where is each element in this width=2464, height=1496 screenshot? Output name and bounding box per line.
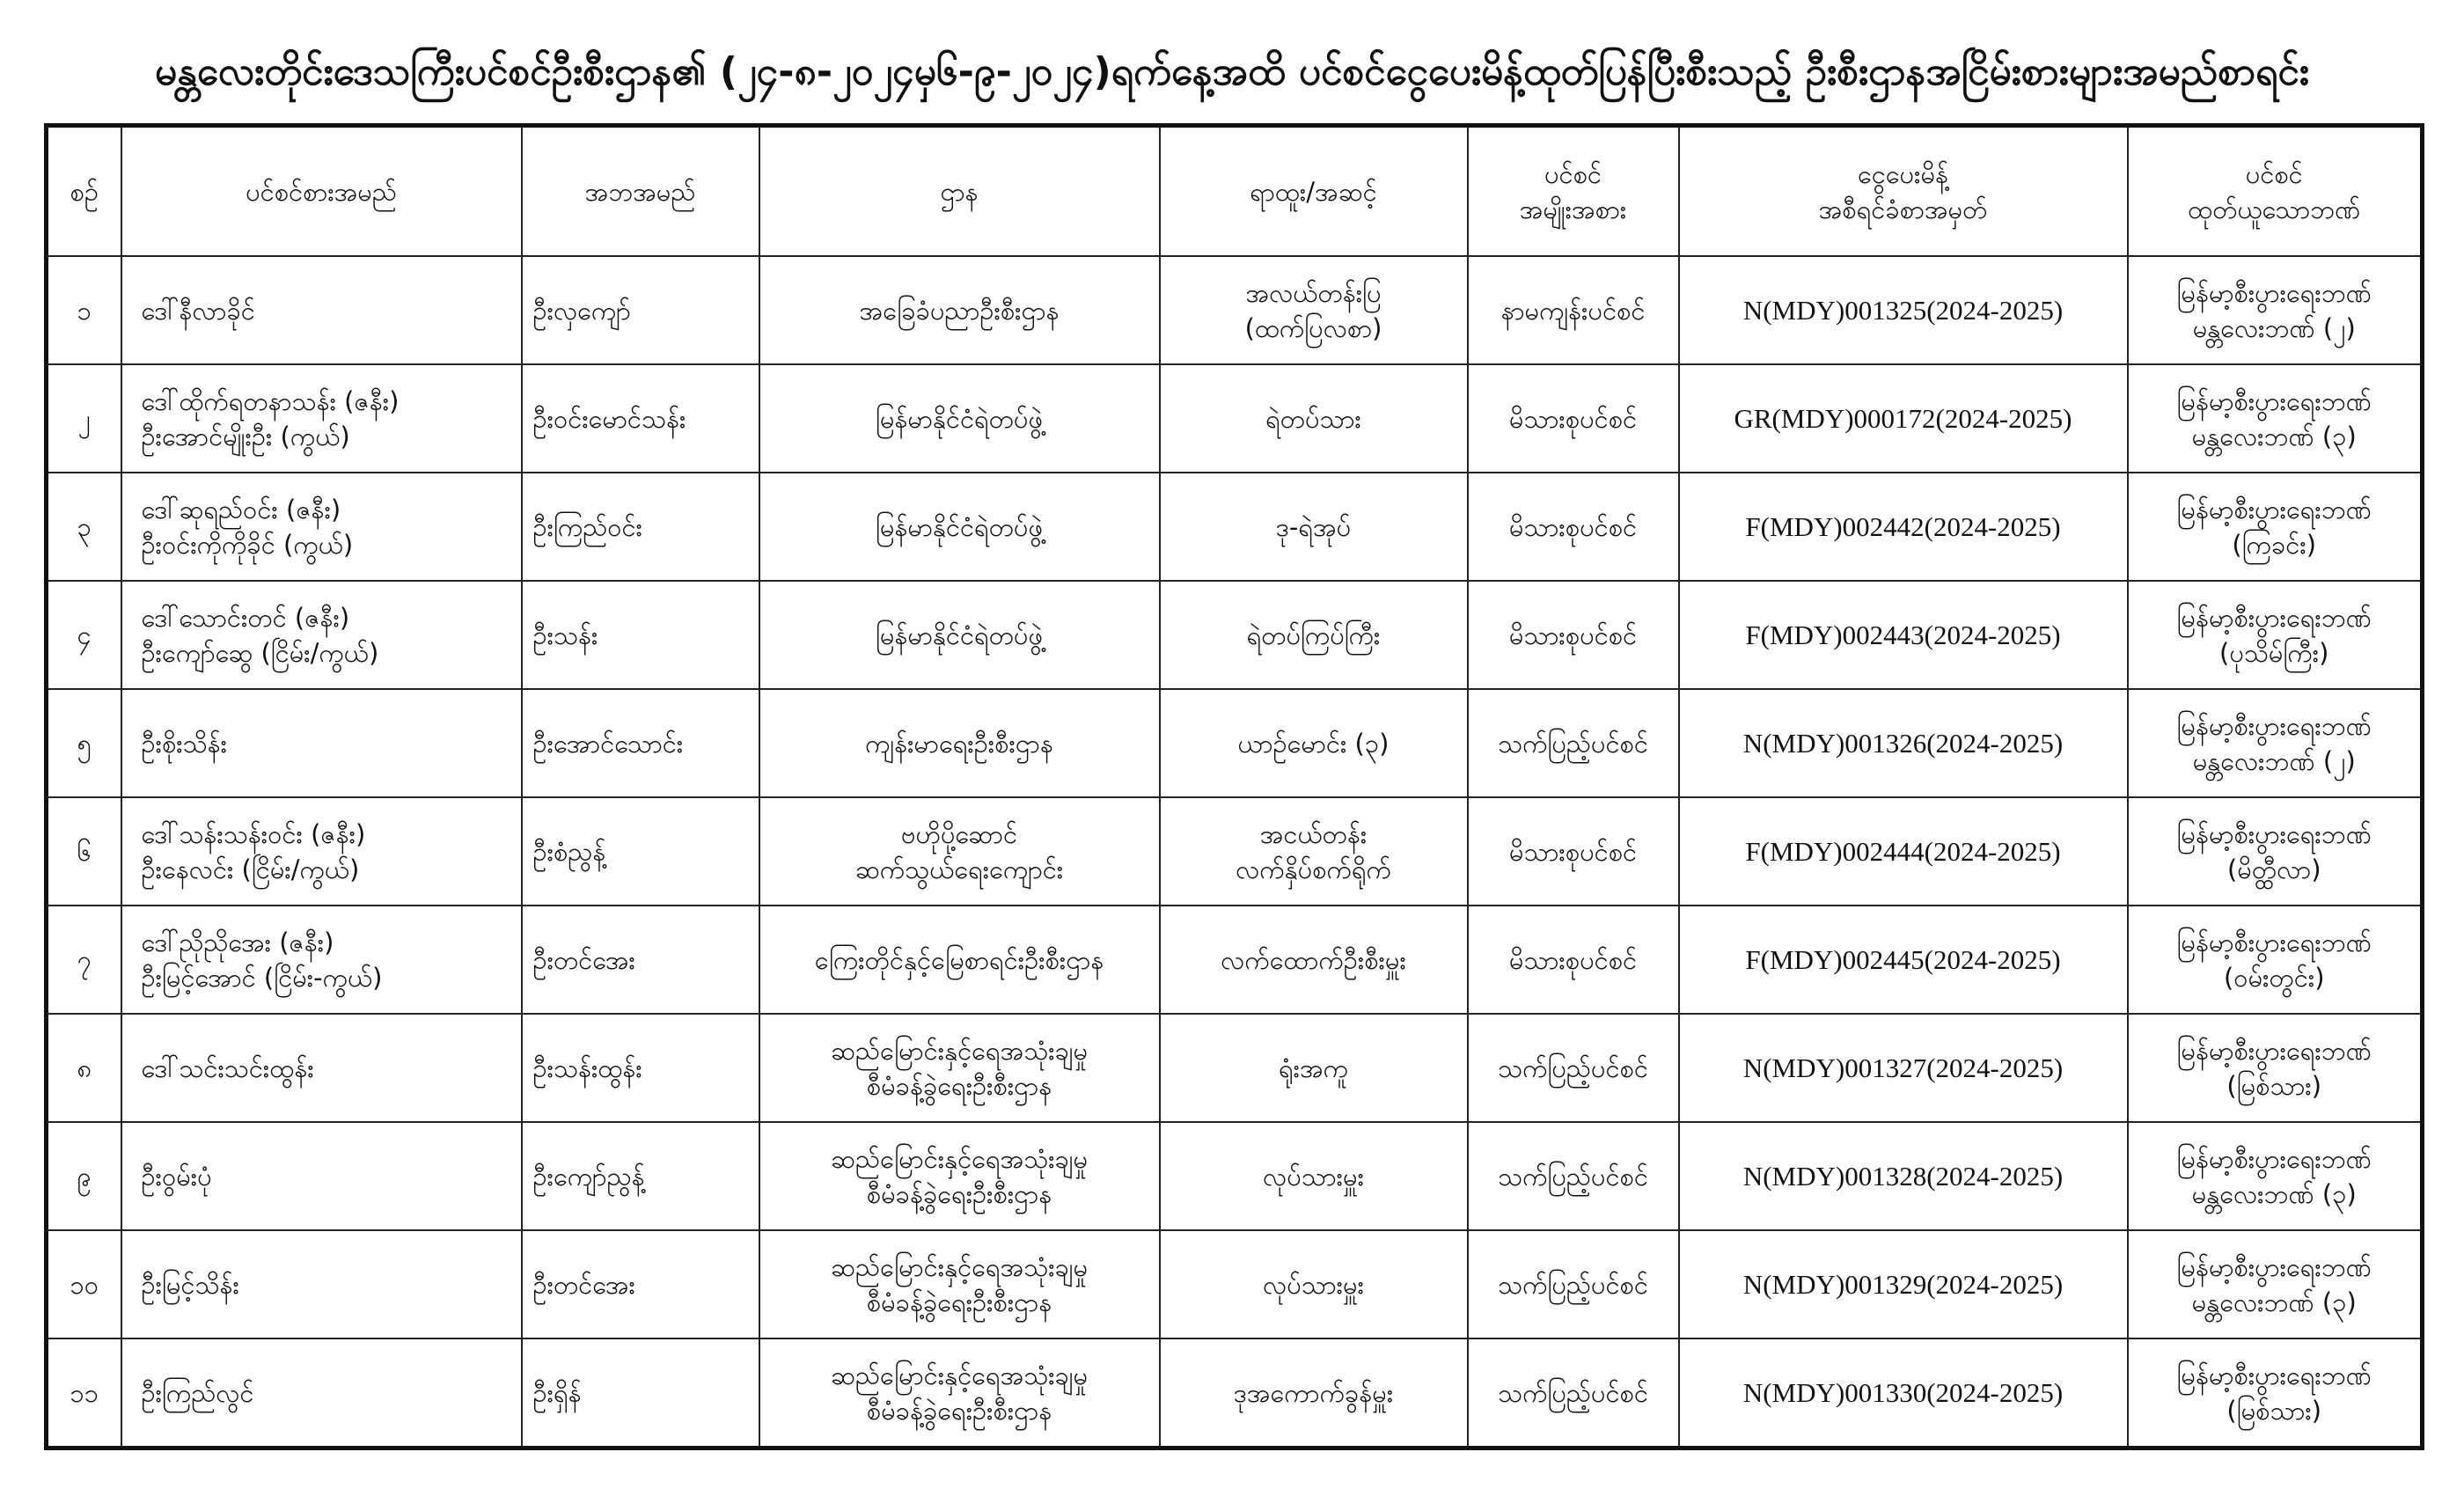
cell-paying-bank xyxy=(2128,581,2423,689)
table-row xyxy=(47,1122,2423,1230)
cell-line: မြန်မာ့စီးပွားရေးဘဏ် xyxy=(2176,1251,2372,1282)
cell-line: လက်ထောက်ဦးစီးမှူး xyxy=(1221,944,1406,975)
cell-pensioner-name xyxy=(121,256,522,364)
cell-serial-no: ၉ xyxy=(47,1122,121,1230)
cell-line: (မိတ္ထီလာ) xyxy=(2226,854,2321,884)
cell-line: မြန်မာ့စီးပွားရေးဘဏ် xyxy=(2176,494,2372,524)
cell-paying-bank xyxy=(2128,1338,2423,1448)
cell-line: ဆည်မြောင်းနှင့်ရေအသုံးချမှု xyxy=(830,1360,1089,1390)
cell-line: မန္တလေးဘဏ် (၃) xyxy=(2191,1287,2357,1317)
cell-line: မြန်မာ့စီးပွားရေးဘဏ် xyxy=(2176,385,2372,416)
cell-line: မြန်မာ့စီးပွားရေးဘဏ် xyxy=(2176,818,2372,849)
cell-line: ဒေါ်သန်းသန်းဝင်း (ဇနီး) xyxy=(141,818,366,849)
cell-line: (ဝမ်းတွင်း) xyxy=(2223,962,2325,993)
cell-serial-no: ၅ xyxy=(47,689,121,797)
cell-pension-type: သက်ပြည့်ပင်စင် xyxy=(1468,1230,1679,1338)
table-row xyxy=(47,689,2423,797)
cell-line: မန္တလေးဘဏ် (၃) xyxy=(2191,1178,2357,1209)
table-row xyxy=(47,1338,2423,1448)
cell-payment-order-no: N(MDY)001328(2024-2025) xyxy=(1679,1122,2128,1230)
cell-paying-bank xyxy=(2128,364,2423,473)
cell-line: မြန်မာနိုင်ငံရဲတပ်ဖွဲ့ xyxy=(875,620,1044,650)
cell-line: ဦးဝွမ်းပုံ xyxy=(141,1161,212,1192)
cell-pensioner-name xyxy=(121,581,522,689)
cell-pensioner-name xyxy=(121,364,522,473)
header-department: ဌာန xyxy=(759,126,1160,257)
cell-payment-order-no: GR(MDY)000172(2024-2025) xyxy=(1679,364,2128,473)
cell-department xyxy=(759,473,1160,581)
cell-serial-no: ၁ xyxy=(47,256,121,364)
cell-rank xyxy=(1160,689,1468,797)
cell-department xyxy=(759,1014,1160,1122)
cell-paying-bank xyxy=(2128,797,2423,906)
cell-father-name: ဦးအောင်သောင်း xyxy=(522,689,759,797)
cell-line: ရုံးအကူ xyxy=(1278,1052,1348,1083)
cell-line: (မြစ်သား) xyxy=(2226,1070,2322,1101)
cell-line: ကြေးတိုင်နှင့်မြေစာရင်းဦးစီးဌာန xyxy=(814,944,1104,975)
cell-payment-order-no: N(MDY)001325(2024-2025) xyxy=(1679,256,2128,364)
cell-payment-order-no: N(MDY)001327(2024-2025) xyxy=(1679,1014,2128,1122)
cell-line: မြန်မာ့စီးပွားရေးဘဏ် xyxy=(2176,1143,2372,1174)
cell-line: ဦးကျော်ဆွေ (ငြိမ်း/ကွယ်) xyxy=(141,637,379,668)
cell-paying-bank xyxy=(2128,906,2423,1014)
cell-line: ဦးနေလင်း (ငြိမ်း/ကွယ်) xyxy=(141,854,360,884)
cell-line: စီမံခန့်ခွဲရေးဦးစီးဌာန xyxy=(866,1395,1052,1426)
cell-line: ကျန်းမာရေးဦးစီးဌာန xyxy=(865,728,1053,759)
cell-line: ဦးအောင်မျိုးဦး (ကွယ်) xyxy=(141,421,350,451)
header-pension-type: ပင်စင် အမျိုးအစား xyxy=(1468,126,1679,257)
cell-paying-bank xyxy=(2128,1014,2423,1122)
cell-pension-type: မိသားစုပင်စင် xyxy=(1468,581,1679,689)
cell-line: လုပ်သားမှူး xyxy=(1263,1269,1364,1300)
cell-line: ယာဉ်မောင်း (၃) xyxy=(1237,728,1390,759)
cell-line: (ထက်ပြလစာ) xyxy=(1244,312,1382,343)
cell-pension-type: မိသားစုပင်စင် xyxy=(1468,797,1679,906)
header-serial-no: စဉ် xyxy=(47,126,121,257)
cell-payment-order-no: N(MDY)001330(2024-2025) xyxy=(1679,1338,2128,1448)
cell-rank xyxy=(1160,581,1468,689)
cell-father-name: ဦးကြည်ဝင်း xyxy=(522,473,759,581)
table-header-row xyxy=(47,126,2423,257)
cell-pension-type: သက်ပြည့်ပင်စင် xyxy=(1468,1014,1679,1122)
cell-line: ဒေါ်ဆုရည်ဝင်း (ဇနီး) xyxy=(141,494,341,524)
cell-line: ဗဟိုပို့ဆောင် xyxy=(900,818,1018,849)
cell-department xyxy=(759,906,1160,1014)
cell-pension-type: နာမကျန်းပင်စင် xyxy=(1468,256,1679,364)
cell-line: အခြေခံပညာဦးစီးဌာန xyxy=(859,295,1060,326)
cell-rank xyxy=(1160,1230,1468,1338)
cell-paying-bank xyxy=(2128,1230,2423,1338)
page-title: မန္တလေးတိုင်းဒေသကြီးပင်စင်ဦးစီးဌာန၏ (၂၄-၈-၂၀၂၄မှ၆-၉-၂၀၂၄)ရက်နေ့အထိ ပင်စင်ငွေပေးမိန့်ထုတ်ပြန်ပြီးစီးသည့် ဦးစီးဌာနအငြိမ်းစားများအမည်စာရင်း xyxy=(155,49,2309,94)
cell-serial-no: ၁၁ xyxy=(47,1338,121,1448)
table-row xyxy=(47,1014,2423,1122)
cell-father-name: ဦးသန်း xyxy=(522,581,759,689)
cell-line: မန္တလေးဘဏ် (၂) xyxy=(2192,312,2356,343)
cell-serial-no: ၄ xyxy=(47,581,121,689)
cell-father-name: ဦးဝင်းမောင်သန်း xyxy=(522,364,759,473)
header-paying-bank: ပင်စင် ထုတ်ယူသောဘဏ် xyxy=(2128,126,2423,257)
cell-serial-no: ၂ xyxy=(47,364,121,473)
cell-pension-type: သက်ပြည့်ပင်စင် xyxy=(1468,689,1679,797)
cell-line: စီမံခန့်ခွဲရေးဦးစီးဌာန xyxy=(866,1178,1052,1209)
cell-father-name: ဦးတင်အေး xyxy=(522,1230,759,1338)
cell-department xyxy=(759,1338,1160,1448)
cell-paying-bank xyxy=(2128,256,2423,364)
cell-line: လုပ်သားမှူး xyxy=(1263,1161,1364,1192)
cell-line: (မြစ်သား) xyxy=(2226,1395,2322,1426)
cell-line: မြန်မာ့စီးပွားရေးဘဏ် xyxy=(2176,710,2372,741)
cell-line: ဒေါ်ညိုညိုအေး (ဇနီး) xyxy=(141,927,334,957)
cell-line: ဒုအကောက်ခွန်မှူး xyxy=(1233,1377,1394,1408)
cell-rank xyxy=(1160,473,1468,581)
cell-line: အငယ်တန်း xyxy=(1259,818,1368,849)
cell-line: ဒေါ်နီလာခိုင် xyxy=(141,295,255,326)
cell-department xyxy=(759,581,1160,689)
cell-line: ဦးဝင်းကိုကိုခိုင် (ကွယ်) xyxy=(141,529,354,560)
cell-line: မြန်မာ့စီးပွားရေးဘဏ် xyxy=(2176,927,2372,957)
cell-department xyxy=(759,689,1160,797)
cell-serial-no: ၁၀ xyxy=(47,1230,121,1338)
cell-rank xyxy=(1160,1122,1468,1230)
table-row xyxy=(47,581,2423,689)
cell-line: ရဲတပ်ကြပ်ကြီး xyxy=(1246,620,1381,650)
cell-line: ဆည်မြောင်းနှင့်ရေအသုံးချမှု xyxy=(830,1035,1089,1066)
cell-line: ရဲတပ်သား xyxy=(1265,403,1361,434)
cell-line: မြန်မာနိုင်ငံရဲတပ်ဖွဲ့ xyxy=(875,511,1044,542)
cell-line: မြန်မာ့စီးပွားရေးဘဏ် xyxy=(2176,1360,2372,1390)
cell-line: မြန်မာ့စီးပွားရေးဘဏ် xyxy=(2176,1035,2372,1066)
cell-pensioner-name xyxy=(121,689,522,797)
cell-pensioner-name xyxy=(121,1122,522,1230)
cell-paying-bank xyxy=(2128,1122,2423,1230)
header-father-name: အဘအမည် xyxy=(522,126,759,257)
table-body xyxy=(47,256,2423,1448)
cell-serial-no: ၇ xyxy=(47,906,121,1014)
table-row xyxy=(47,473,2423,581)
table-row xyxy=(47,906,2423,1014)
pension-list-table xyxy=(44,123,2424,1450)
cell-father-name: ဦးကျော်ညွန့် xyxy=(522,1122,759,1230)
cell-line: ဒေါ်သင်းသင်းထွန်း xyxy=(141,1052,314,1083)
cell-line: ဒေါ်သောင်းတင် (ဇနီး) xyxy=(141,602,350,633)
cell-rank xyxy=(1160,797,1468,906)
header-rank: ရာထူး/အဆင့် xyxy=(1160,126,1468,257)
cell-department xyxy=(759,256,1160,364)
cell-rank xyxy=(1160,256,1468,364)
cell-line: အလယ်တန်းပြ xyxy=(1245,277,1382,308)
header-pensioner-name: ပင်စင်စားအမည် xyxy=(121,126,522,257)
cell-payment-order-no: F(MDY)002445(2024-2025) xyxy=(1679,906,2128,1014)
cell-father-name: ဦးရှိန် xyxy=(522,1338,759,1448)
cell-line: လက်နှိပ်စက်ရိုက် xyxy=(1236,854,1391,884)
cell-rank xyxy=(1160,906,1468,1014)
cell-line: (ကြခင်း) xyxy=(2232,529,2317,560)
cell-line: ဒု-ရဲအုပ် xyxy=(1275,511,1352,542)
table-row xyxy=(47,1230,2423,1338)
cell-pensioner-name xyxy=(121,906,522,1014)
cell-payment-order-no: F(MDY)002443(2024-2025) xyxy=(1679,581,2128,689)
cell-line: ဦးမြင့်အောင် (ငြိမ်း-ကွယ်) xyxy=(141,962,383,993)
cell-father-name: ဦးစံညွန့် xyxy=(522,797,759,906)
cell-pensioner-name xyxy=(121,1338,522,1448)
cell-paying-bank xyxy=(2128,689,2423,797)
cell-pensioner-name xyxy=(121,1230,522,1338)
table-row xyxy=(47,364,2423,473)
cell-father-name: ဦးတင်အေး xyxy=(522,906,759,1014)
cell-serial-no: ၈ xyxy=(47,1014,121,1122)
cell-line: ဒေါ်ထိုက်ရတနာသန်း (ဇနီး) xyxy=(141,385,400,416)
cell-line: မြန်မာ့စီးပွားရေးဘဏ် xyxy=(2176,277,2372,308)
cell-line: စီမံခန့်ခွဲရေးဦးစီးဌာန xyxy=(866,1070,1052,1101)
cell-department xyxy=(759,1122,1160,1230)
cell-rank xyxy=(1160,1014,1468,1122)
cell-department xyxy=(759,364,1160,473)
cell-pensioner-name xyxy=(121,1014,522,1122)
cell-serial-no: ၆ xyxy=(47,797,121,906)
cell-line: ဦးစိုးသိန်း xyxy=(141,728,228,759)
cell-department xyxy=(759,797,1160,906)
cell-pensioner-name xyxy=(121,797,522,906)
cell-line: မြန်မာနိုင်ငံရဲတပ်ဖွဲ့ xyxy=(875,403,1044,434)
cell-line: မန္တလေးဘဏ် (၂) xyxy=(2192,745,2356,776)
header-payment-order-no: ငွေပေးမိန့် အစီရင်ခံစာအမှတ် xyxy=(1679,126,2128,257)
cell-department xyxy=(759,1230,1160,1338)
cell-line: ဆည်မြောင်းနှင့်ရေအသုံးချမှု xyxy=(830,1251,1089,1282)
cell-serial-no: ၃ xyxy=(47,473,121,581)
cell-pension-type: သက်ပြည့်ပင်စင် xyxy=(1468,1338,1679,1448)
cell-line: ဦးမြင့်သိန်း xyxy=(141,1269,239,1300)
cell-pensioner-name xyxy=(121,473,522,581)
cell-rank xyxy=(1160,1338,1468,1448)
cell-line: မန္တလေးဘဏ် (၃) xyxy=(2191,421,2357,451)
cell-line: ဦးကြည်လွင် xyxy=(141,1377,254,1408)
table-row xyxy=(47,797,2423,906)
cell-father-name: ဦးလှကျော် xyxy=(522,256,759,364)
cell-payment-order-no: F(MDY)002444(2024-2025) xyxy=(1679,797,2128,906)
cell-rank xyxy=(1160,364,1468,473)
cell-line: စီမံခန့်ခွဲရေးဦးစီးဌာန xyxy=(866,1287,1052,1317)
cell-pension-type: မိသားစုပင်စင် xyxy=(1468,473,1679,581)
cell-payment-order-no: N(MDY)001326(2024-2025) xyxy=(1679,689,2128,797)
cell-line: ဆည်မြောင်းနှင့်ရေအသုံးချမှု xyxy=(830,1143,1089,1174)
cell-payment-order-no: F(MDY)002442(2024-2025) xyxy=(1679,473,2128,581)
cell-payment-order-no: N(MDY)001329(2024-2025) xyxy=(1679,1230,2128,1338)
table-row xyxy=(47,256,2423,364)
cell-line: ဆက်သွယ်ရေးကျောင်း xyxy=(854,854,1064,884)
cell-father-name: ဦးသန်းထွန်း xyxy=(522,1014,759,1122)
cell-pension-type: မိသားစုပင်စင် xyxy=(1468,364,1679,473)
cell-line: မြန်မာ့စီးပွားရေးဘဏ် xyxy=(2176,602,2372,633)
cell-line: (ပုသိမ်ကြီး) xyxy=(2219,637,2329,668)
cell-pension-type: သက်ပြည့်ပင်စင် xyxy=(1468,1122,1679,1230)
cell-pension-type: မိသားစုပင်စင် xyxy=(1468,906,1679,1014)
cell-paying-bank xyxy=(2128,473,2423,581)
